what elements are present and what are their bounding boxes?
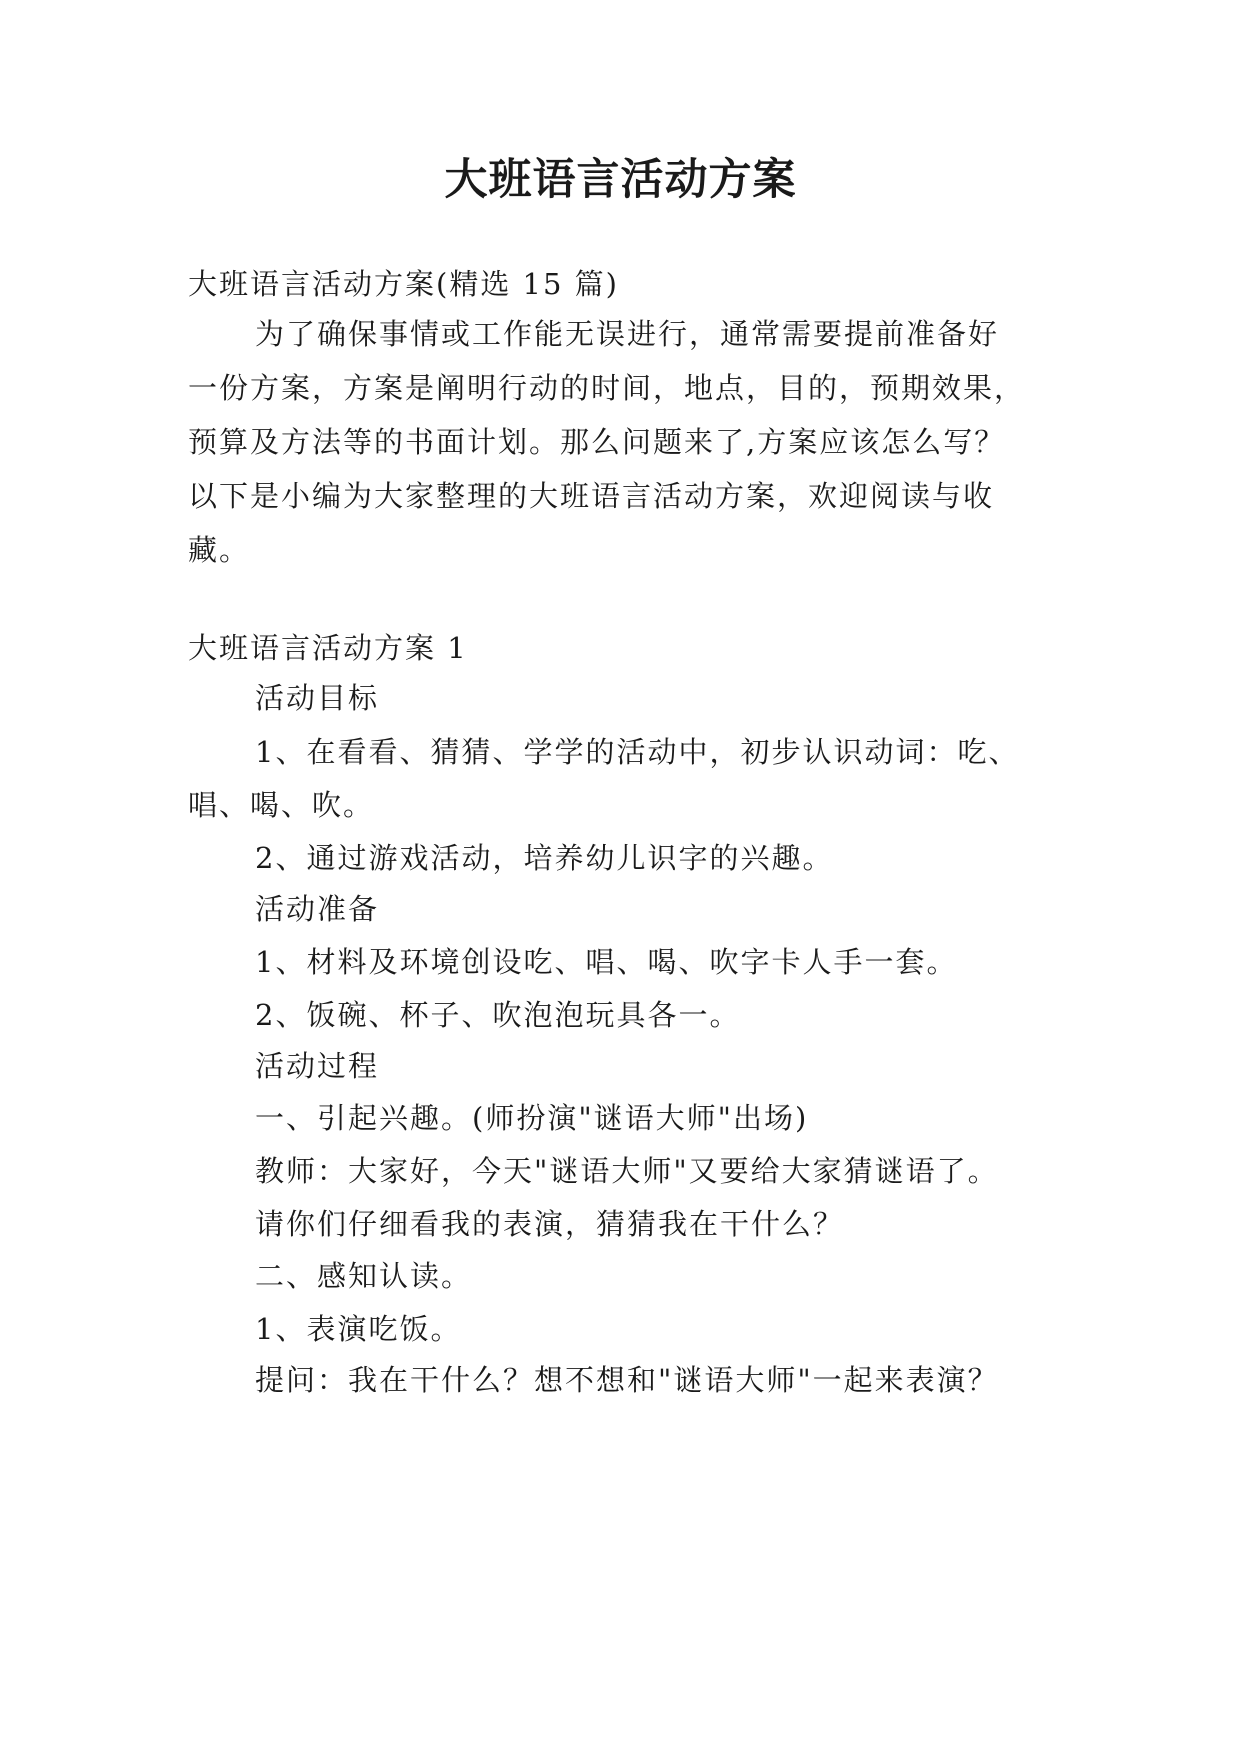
section-line: 活动目标 <box>255 681 380 715</box>
section-line: 教师：大家好，今天"谜语大师"又要给大家猜谜语了。 <box>255 1154 999 1188</box>
intro-line: 为了确保事情或工作能无误进行，通常需要提前准备好 <box>255 317 1000 351</box>
document-title: 大班语言活动方案 <box>444 155 797 205</box>
intro-line: 一份方案，方案是阐明行动的时间，地点，目的，预期效果， <box>188 371 1026 405</box>
section-line: 活动过程 <box>255 1049 380 1083</box>
section-line: 请你们仔细看我的表演，猜猜我在干什么？ <box>255 1207 845 1241</box>
section-line: 活动准备 <box>255 892 380 926</box>
section-line: 1、在看看、猜猜、学学的活动中，初步认识动词：吃、 <box>255 735 1020 769</box>
section-line: 2、通过游戏活动，培养幼儿识字的兴趣。 <box>255 841 834 875</box>
section-line: 唱、喝、吹。 <box>188 788 375 822</box>
intro-line: 以下是小编为大家整理的大班语言活动方案，欢迎阅读与收 <box>188 479 995 513</box>
section-line: 1、材料及环境创设吃、唱、喝、吹字卡人手一套。 <box>255 945 958 979</box>
intro-line: 藏。 <box>188 533 251 567</box>
section-line: 一、引起兴趣。(师扮演"谜语大师"出场) <box>255 1101 809 1135</box>
section-line: 提问：我在干什么？想不想和"谜语大师"一起来表演？ <box>255 1363 999 1397</box>
section-heading: 大班语言活动方案 1 <box>188 631 468 665</box>
document-subtitle: 大班语言活动方案(精选 15 篇) <box>188 267 619 301</box>
section-line: 1、表演吃饭。 <box>255 1312 462 1346</box>
section-line: 2、饭碗、杯子、吹泡泡玩具各一。 <box>255 998 741 1032</box>
section-line: 二、感知认读。 <box>255 1259 473 1293</box>
intro-line: 预算及方法等的书面计划。那么问题来了,方案应该怎么写？ <box>188 425 1006 459</box>
